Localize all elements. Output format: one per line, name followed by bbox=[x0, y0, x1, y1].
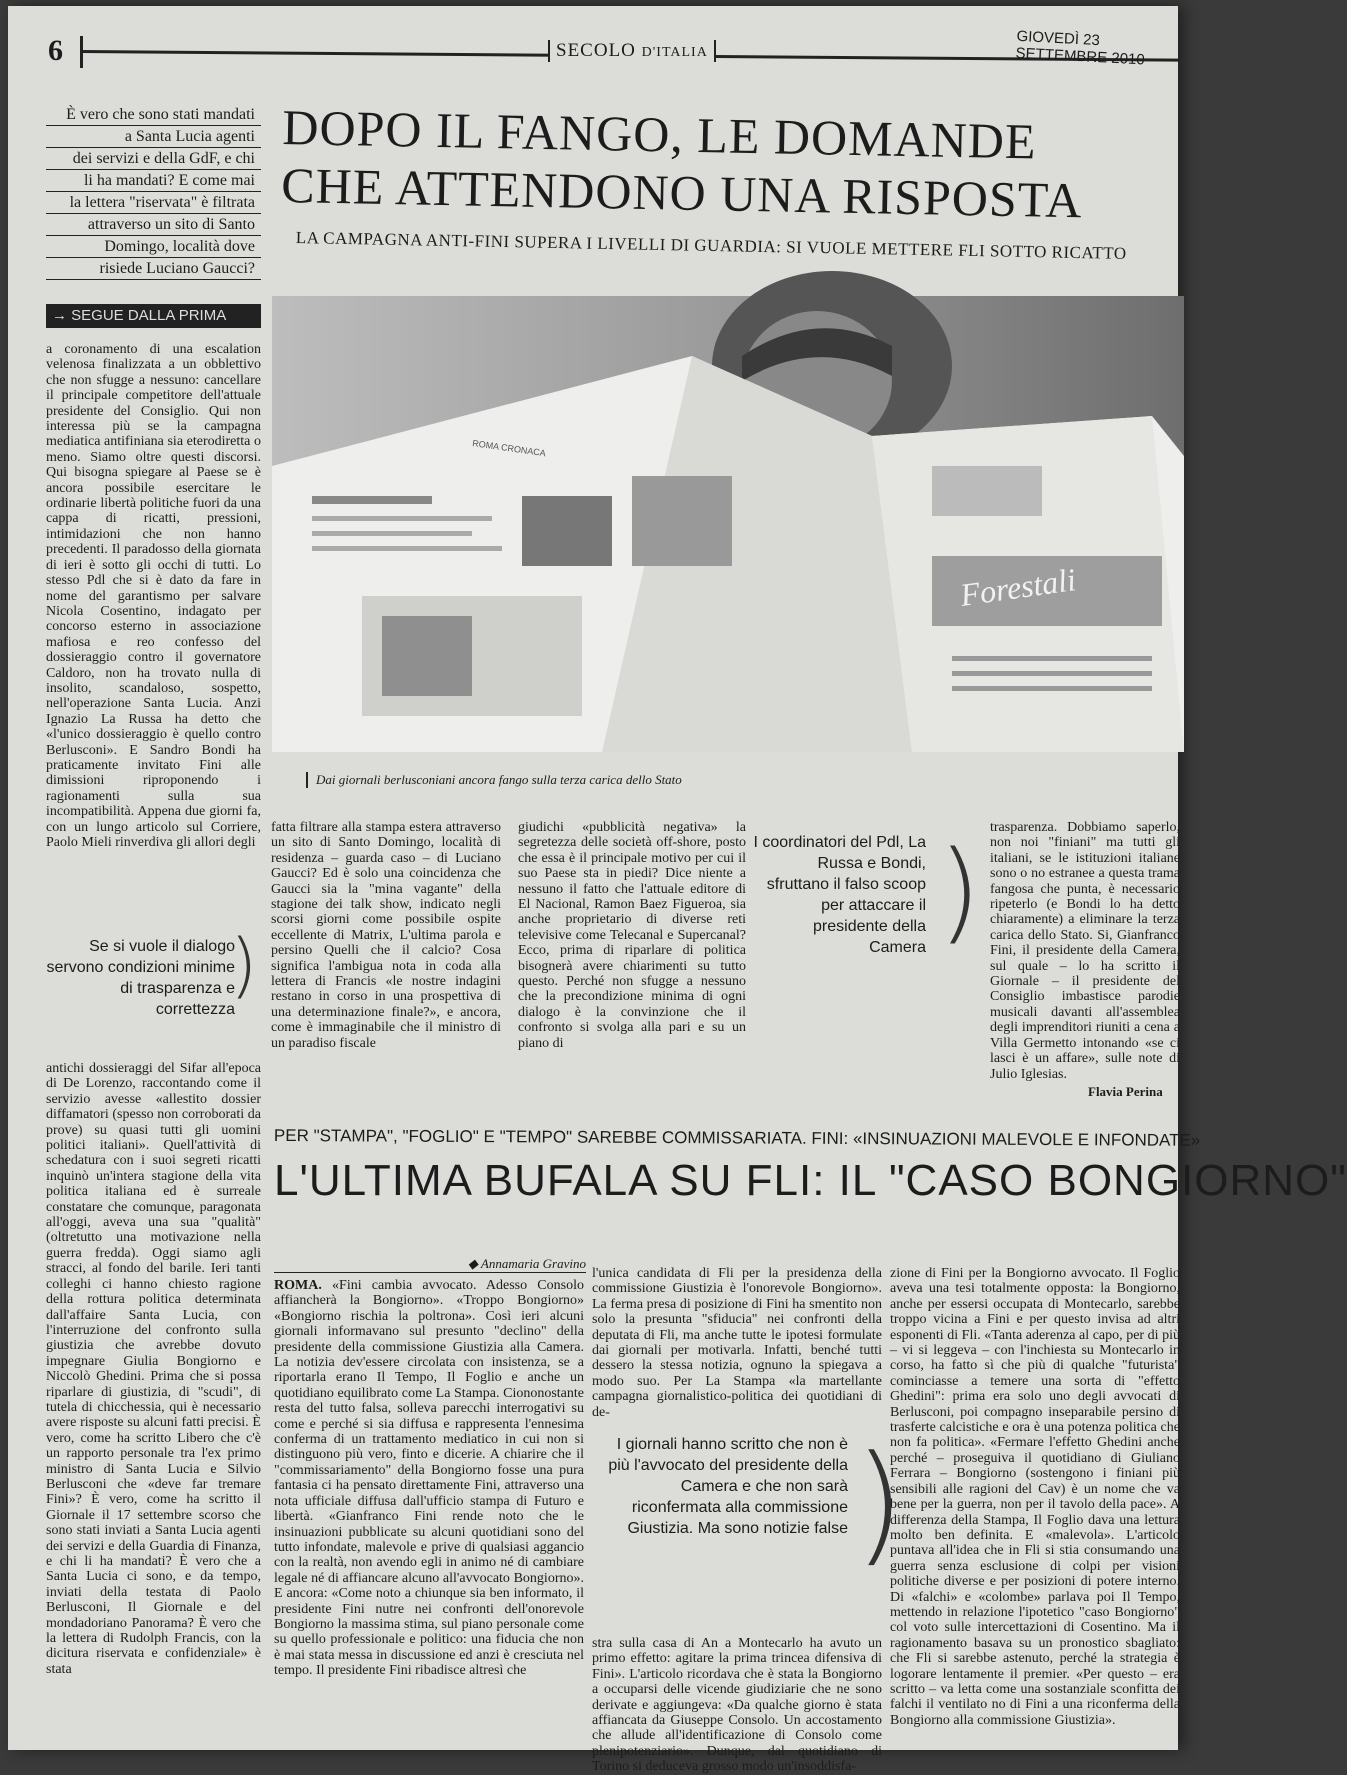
byline: ◆ Annamaria Gravino bbox=[274, 1256, 586, 1273]
brace-ornament: ) bbox=[938, 827, 981, 955]
second-body-column: zione di Fini per la Bongiorno avvocato. Il Foglio aveva una tesi totalmente opposta: la Bongiorno, anche per essersi occupata di Montecarlo, sarebbe troppo vicina a Fini e per questo invisa ad altri esponenti di Fli. «Tanta aderenza al capo, per di più – vi si leggeva – con l'inchiesta su Montecarlo in corso, ha fatto sì che più di qualche "futurista" cominciasse a temere una sorta di "effetto Ghedini": prima era solo uno degli avvocati di Berlusconi, poi compagno inseparabile persino di trasferte calcistiche e ora è una potenza politica che non fa politica». «Fermare l'effetto Ghedini anche perché – proseguiva il quotidiano di Giuliano Ferrara – Bongiorno (sostengono i finiani più sensibili alle ragioni del Cav) è un nome che va bene per la guerra, non per il tavolo della pace». A differenza della Stampa, Il Foglio dava una lettura molto ben definita. E «malevola». L'articolo puntava all'idea che in Fli si stia consumando una guerra senza esclusione di colpi per visioni politiche diverse e per posizioni di potere interno. Di «falchi» e «colombe» parlava poi Il Tempo, mettendo in relazione l'ipotetico "caso Bongiorno" col voto sulle intercettazioni di Cosentino. Ma il ragionamento basava su un pronostico sbagliato: che Fli si sarebbe astenuto, perché la strategia è logorare lentamente il premier. «Per questo – era scritto – va letta come una sostanziale sconfitta dei falchi il ventilato no di Fini a una riconferma della Bongiorno alla commissione Giustizia». bbox=[890, 1266, 1180, 1728]
segue-label: → SEGUE DALLA PRIMA bbox=[46, 304, 261, 328]
photo-caption: Dai giornali berlusconiani ancora fango sulla terza carica dello Stato bbox=[306, 772, 966, 788]
question-line: li ha mandati? E come mai bbox=[46, 170, 261, 192]
pull-quote bbox=[46, 936, 261, 1020]
masthead-main: SECOLO bbox=[556, 40, 636, 61]
brace-ornament: ) bbox=[230, 924, 258, 1006]
pull-quote bbox=[608, 1434, 878, 1539]
newspaper-reader-illustration bbox=[272, 296, 1184, 752]
second-body-column bbox=[274, 1278, 584, 1679]
question-line: a Santa Lucia agenti bbox=[46, 126, 261, 148]
question-line: risiede Luciano Gaucci? bbox=[46, 258, 261, 280]
dateline: ROMA. bbox=[274, 1278, 322, 1293]
second-kicker: PER "STAMPA", "FOGLIO" E "TEMPO" SAREBBE COMMISSARIATA. FINI: «INSINUAZIONI MALEVOLE E INFONDATE» bbox=[273, 1126, 1201, 1150]
masthead-small: D'ITALIA bbox=[641, 45, 708, 60]
issue-date: GIOVEDÌ 23 SETTEMBRE 2010 bbox=[1015, 27, 1146, 69]
question-line: Domingo, località dove bbox=[46, 236, 261, 258]
lead-photo bbox=[272, 296, 1184, 752]
photo-forestali-text: Forestali bbox=[957, 561, 1078, 613]
lead-headline bbox=[281, 98, 1183, 231]
pull-quote-text: I giornali hanno scritto che non è più l'avvocato del presidente della Camera e che non sarà riconfermata alla commissione Giustizia. Ma sono notizie false bbox=[608, 1436, 848, 1537]
question-line: attraverso un sito di Santo bbox=[46, 214, 261, 236]
lead-body-column: a coronamento di una escalation velenosa finalizzata a un obblettivo che non sfugge a nessuno: cancellare il principale competitore dell'attuale presidente del Consiglio. Qui non interessa più se la campagna mediatica antifiniana sia eterodiretta o meno. Siamo oltre questi discorsi. Qui bisogna spiegare al Paese se è ancora possibile esercitare le ordinarie libertà politiche fuori da una cappa di ricatti, pressioni, intimidazioni che non hanno precedenti. Il paradosso della giornata di ieri è sotto gli occhi di tutti. Lo stesso Pdl che si è dato da fare in nome del garantismo per salvare Nicola Cosentino, indagato per concorso esterno in associazione mafiosa e reo confesso del dossieraggio contro il governatore Caldoro, non ha trovato nulla di insolito, scandaloso, sospetto, nell'operazione Santa Lucia. Anzi Ignazio La Russa ha detto che «l'unico dossieraggio è quello contro Berlusconi». E Sandro Bondi ha praticamente invitato Fini alle dimissioni riproponendo i ragionamenti sulla sua incompatibilità. Appena due giorni fa, con un lungo articolo sul Corriere, Paolo Mieli rinverdiva gli allori degli bbox=[46, 342, 261, 850]
photo-newspaper-header: ROMA CRONACA bbox=[471, 438, 547, 459]
pull-quote-text: Se si vuole il dialogo servono condizioni minime di trasparenza e correttezza bbox=[46, 938, 235, 1018]
lead-deck: LA CAMPAGNA ANTI-FINI SUPERA I LIVELLI DI GUARDIA: SI VUOLE METTERE FLI SOTTO RICATTO bbox=[295, 228, 1127, 263]
second-body-column: stra sulla casa di An a Montecarlo ha avuto un primo effetto: agitare la prima trincea difensiva di Fini». L'articolo ricordava che è stata la Bongiorno a occuparsi delle vicende giudiziarie che ne sono derivate e aggiungeva: «Da qualche giorno è stata affiancata da Giuseppe Consolo. Un accostamento che allude all'identificazione di Consolo come plenipotenziario». Dunque, dal quotidiano di Torino si deduceva grosso modo un'insoddisfa- bbox=[592, 1636, 882, 1775]
pull-quote bbox=[753, 832, 948, 958]
second-body-column: l'unica candidata di Fli per la presidenza della commissione Giustizia è l'onorevole Bongiorno». La ferma presa di posizione di Fini ha smentito non solo la presunta "sfiducia" nei confronti della deputata di Fli, ma anche tutte le ipotesi formulate dai giornali per motivarla. Infatti, benché tutti dessero la stessa notizia, ognuno la spiegava a modo suo. Per La Stampa «la martellante campagna giornalistico-politica dei quotidiani di de- bbox=[592, 1266, 882, 1420]
question-line: dei servizi e della GdF, e chi bbox=[46, 148, 261, 170]
pull-quote-text: I coordinatori del Pdl, La Russa e Bondi, sfruttano il falso scoop per attaccare il presidente della Camera bbox=[753, 834, 926, 956]
lead-body-column: trasparenza. Dobbiamo saperlo, non noi "finiani" ma tutti gli italiani, se le istituzioni italiane sono o no estranee a questa trama fangosa che punta, è necessario ripeterlo (e Bondi lo ha detto chiaramente) a eliminare la terza carica dello Stato. Si, Gianfranco Fini, il presidente della Camera, sul quale – lo ha scritto il Giornale – il presidente del Consiglio imbastisce parodie musicali davanti all'assemblea degli imprenditori riuniti a cena a Villa Germetto intonando «se ci lasci è un affare», sulle note di Julio Iglesias. bbox=[990, 820, 1180, 1082]
question-line: È vero che sono stati mandati bbox=[46, 104, 261, 126]
author-signature: Flavia Perina bbox=[1088, 1084, 1163, 1099]
page-number: 6 bbox=[48, 34, 63, 67]
lead-headline-line2: CHE ATTENDONO UNA RISPOSTA bbox=[280, 156, 1083, 229]
second-headline: L'ULTIMA BUFALA SU FLI: IL "CASO BONGIORNO" bbox=[274, 1156, 1347, 1205]
masthead bbox=[548, 40, 716, 62]
second-body-text: «Fini cambia avvocato. Adesso Consolo affiancherà la Bongiorno». «Troppo Bongiorno» «Bongiorno rischia la poltrona». Così ieri alcuni giornali informavano sul presunto "declino" della presidente della commissione Giustizia alla Camera. La notizia dev'essere circolata con insistenza, se a riportarla erano Il Tempo, Il Foglio e anche un quotidiano equilibrato come La Stampa. Ciononostante resta del tutto falsa, solleva parecchi interrogativi su come e perché si sia diffusa e rappresenta l'ennesima conferma di un trattamento mediatico in cui non si distinguono più vero, finto e dicerie. A chiarire che il "commissariamento" della Bongiorno fosse una pura fantasia ci ha pensato direttamente Fini, attraverso una nota ufficiale diffusa dall'ufficio stampa di Futuro e libertà. «Gianfranco Fini rende noto che le insinuazioni pubblicate su alcuni quotidiani sono del tutto infondate, malevole e prive di qualsiasi aggancio con la realtà, non avendo egli in animo né di cambiare legale né di affiancare alcuno all'avvocato Bongiorno». E ancora: «Come noto a chiunque sia ben informato, il presidente Fini nutre nei confronti dell'onorevole Bongiorno la massima stima, sul piano personale come su quello professionale e politico: una fiducia che non è mai stata messa in discussione ed anzi è cresciuta nel tempo. Il presidente Fini ribadisce altresì che bbox=[274, 1278, 584, 1679]
brace-ornament: ) bbox=[854, 1427, 905, 1579]
lead-body-column: giudichi «pubblicità negativa» la segretezza delle società off-shore, posto che essa è il principale motivo per cui il suo Paese sta in piedi? Dice niente a nessuno il fatto che l'attuale editore di El Nacional, Ramon Baez Figueroa, sia anche proprietario di diverse reti televisive come Telecanal e Supercanal? Ecco, prima di riparlare di politica bisognerà avere chiarimenti su tutto questo. Perché non sfugge a nessuno che la precondizione minima di ogni dialogo è la convinzione che il confronto si svolga alla pari e su un piano di bbox=[518, 820, 746, 1051]
lead-body-column: antichi dossieraggi del Sifar all'epoca di De Lorenzo, raccontando come il servizio avesse «allestito dossier diffamatori (spesso non corroborati da prove) su quasi tutti gli uomini politici italiani». Quell'attività di schedatura con i suoi segreti ricatti inquinò un'intera stagione della vita politica italiana ed è surreale constatare che comunque, paragonata all'oggi, aveva una sua "qualità" (oltretutto una motivazione nella guerra fredda). Oggi siamo agli stracci, al fondo del barile. Ieri tanti colleghi ci hanno chiesto ragione della rottura politica determinata dall'affaire Santa Lucia, con l'interruzione del confronto sulla giustizia che avrebbe dovuto impegnare Giulia Bongiorno e Niccolò Ghedini. Prima che si possa riparlare di giustizia, di "scudi", di tutela di chicchessia, qui è necessario avere risposte su alcuni fatti precisi. È vero, come ha scritto Libero che c'è un rapporto personale tra l'ex primo ministro di Santa Lucia e Silvio Berlusconi che «deve far tremare Fini»? È vero, come ha scritto il Giornale il 17 settembre scorso che sono stati inviati a Santa Lucia agenti dei servizi e della Guardia di Finanza, e chi li ha mandati? È vero che a Santa Lucia ci sono, e da tempo, inviati della testata di Paolo Berlusconi, Il Giornale e del mondadoriano Panorama? È vero che la lettera di Rudolph Francis, con la dicitura riservata e confidenziale» è stata bbox=[46, 1061, 261, 1677]
lead-headline-line1: DOPO IL FANGO, LE DOMANDE bbox=[281, 98, 1037, 170]
newspaper-page bbox=[8, 6, 1347, 1775]
question-line: la lettera "riservata" è filtrata bbox=[46, 192, 261, 214]
question-box bbox=[46, 104, 261, 280]
lead-body-column: fatta filtrare alla stampa estera attraverso un sito di Santo Domingo, località di residenza – guarda caso – di Luciano Gaucci? Ed è solo una coincidenza che Gaucci sia la "mina vagante" della stagione dei talk show, indicato negli scorsi giorni come possibile ospite eccellente di Matrix, L'ultima parola e persino Quelli che il calcio? Cosa significa l'ambigua nota in coda alla lettera di Francis «le nostre indagini restano in corso in una prospettiva di una determinazione finale?», e ancora, come è immaginabile che il ministro di un paradiso fiscale bbox=[271, 820, 501, 1051]
